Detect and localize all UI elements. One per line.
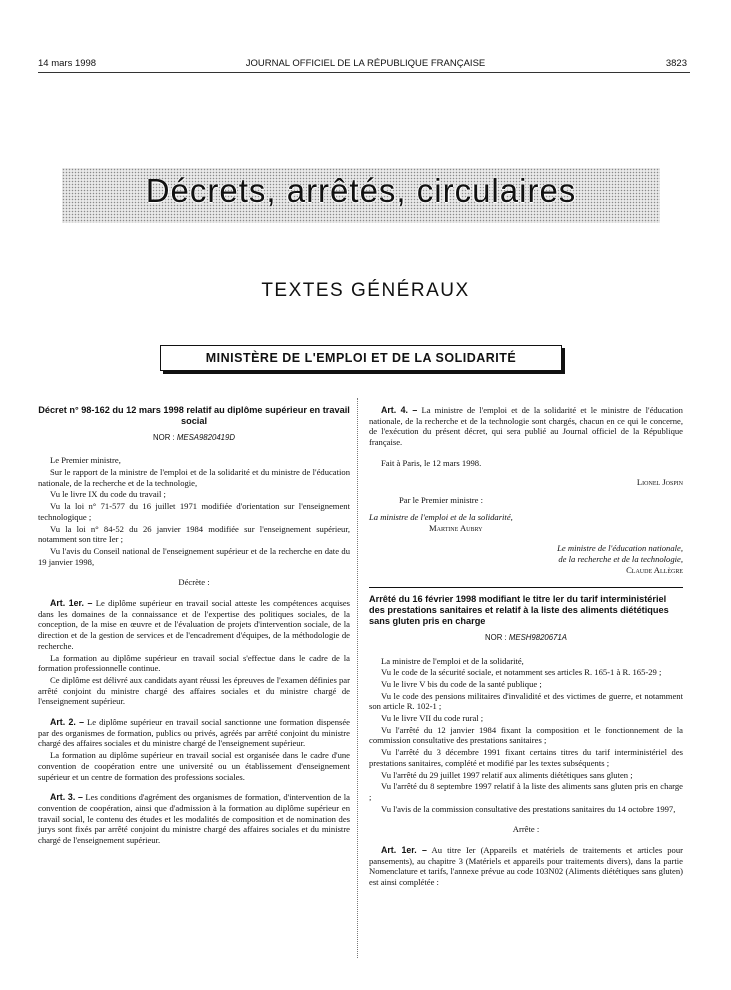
decret-article-1 (38, 598, 350, 652)
decret-nor-code: MESA9820419D (176, 432, 235, 442)
arrete-vu-3: Vu le code des pensions militaires d'invalidité et des victimes de guerre, et notamment son article R. 102-1 ; (369, 690, 683, 712)
arrete-vu-8: Vu l'arrêté du 8 septembre 1997 relatif à la liste des aliments sans gluten pris en charge ; (369, 781, 683, 802)
decret-visa-2: Vu le livre IX du code du travail ; (50, 489, 166, 500)
decret-minister-2-name: Claude Allègre (626, 564, 683, 575)
decret-art1-p3: Ce diplôme est délivré aux candidats ayant réussi les épreuves de l'examen définies par arrêté conjoint du ministre chargé des affaires sociales et du ministre chargé de l'enseignement supérieur. (38, 674, 350, 707)
decret-art1-text: Le diplôme supérieur en travail social atteste les compétences acquises dans les domaines de la connaissance et de l'expertise des politiques sociales, de la conception, de la mise en œuvre et de l'évaluation de projets d'intervention sociale, de la direction et de la gestion de services et de l'encadrement d'équipes, de la méthodologie de recherche. (38, 598, 350, 651)
section-divider (369, 587, 683, 588)
arrete-vu-4: Vu le livre VII du code rural ; (381, 713, 484, 724)
decret-art3-label: Art. 3. – (50, 792, 83, 803)
arrete-nor (369, 633, 683, 644)
section-title: TEXTES GÉNÉRAUX (261, 280, 470, 301)
decret-art2-label: Art. 2. – (50, 717, 85, 728)
decret-intro: Le Premier ministre, (50, 455, 121, 466)
arrete-title: Arrêté du 16 février 1998 modifiant le titre Ier du tarif interministériel des prestations sanitaires et relatif à la liste des aliments diététiques sans gluten pris en charge (369, 594, 669, 627)
arrete-art1-label: Art. 1er. – (381, 845, 427, 856)
column-separator (357, 398, 358, 958)
decret-fait: Fait à Paris, le 12 mars 1998. (381, 457, 482, 468)
decret-title: Décret n° 98-162 du 12 mars 1998 relatif au diplôme supérieur en travail social (38, 405, 350, 426)
decret-par-le: Par le Premier ministre : (399, 495, 484, 506)
ministry-name: MINISTÈRE DE L'EMPLOI ET DE LA SOLIDARITÉ (205, 351, 517, 365)
arrete-nor-code: MESH9820671A (508, 632, 567, 642)
decret-signer-1: Lionel Jospin (636, 476, 683, 487)
arrete-vu-1: Vu le code de la sécurité sociale, et notamment ses articles R. 165-1 à R. 165-29 ; (381, 667, 662, 678)
header-journal-title: JOURNAL OFFICIEL DE LA RÉPUBLIQUE FRANÇAISE (245, 58, 486, 69)
decret-article-2 (38, 717, 350, 749)
arrete-intro: La ministre de l'emploi et de la solidarité, (381, 655, 524, 666)
decret-nor-label: NOR : (153, 432, 175, 442)
decret-visa-1: Sur le rapport de la ministre de l'emploi et de la solidarité et du ministre de l'éducation nationale, de la recherche et de la technologie, (38, 467, 350, 488)
decret-art2-text: Le diplôme supérieur en travail social sanctionne une formation dispensée par des organismes de formation, publics ou privés, agréés par arrêté conjoint du ministre chargé des affaires sociales et du ministre chargé de l'enseignement supérieur. (38, 717, 350, 749)
decret-decrete: Décrète : (178, 577, 210, 588)
decret-article-4 (369, 405, 683, 448)
arrete-vu-6: Vu l'arrêté du 3 décembre 1991 fixant certains titres du tarif interministériel des prestations sanitaires, complété et modifié par les textes subséquents ; (369, 747, 683, 768)
decret-art1-p2: La formation au diplôme supérieur en travail social s'effectue dans le cadre de la formation professionnelle continue. (38, 652, 350, 674)
arrete-nor-label: NOR : (485, 632, 507, 642)
decret-visa-4: Vu la loi n° 84-52 du 26 janvier 1984 modifiée sur l'enseignement supérieur, notamment son titre Ier ; (38, 523, 350, 545)
decret-minister-2-title-b: de la recherche et de la technologie, (558, 554, 683, 565)
decret-art1-label: Art. 1er. – (50, 598, 93, 609)
arrete-art1-text: Au titre Ier (Appareils et matériels de traitements et articles pour pansements), au chapitre 3 (Matériels et appareils pour traitements divers), dans la partie Nomenclature et tarifs, l'annexe prévue au code 103N02 (Aliments diététiques sans gluten) est ainsi complétée : (369, 845, 683, 888)
decret-visa-3: Vu la loi n° 71-577 du 16 juillet 1971 modifiée d'orientation sur l'enseignement technologique ; (38, 501, 350, 522)
decret-art4-text: La ministre de l'emploi et de la solidarité et le ministre de l'éducation nationale, de la recherche et de la technologie sont chargés, chacun en ce qui le concerne, de l'exécution du présent décret, qui sera publié au Journal officiel de la République française. (369, 405, 683, 448)
arrete-vu-7: Vu l'arrêté du 29 juillet 1997 relatif aux aliments diététiques sans gluten ; (381, 769, 633, 780)
decret-art4-label: Art. 4. – (381, 405, 418, 415)
decret-minister-1-name: Martine Aubry (429, 522, 483, 533)
decret-article-3 (38, 792, 350, 846)
header-date: 14 mars 1998 (38, 58, 97, 69)
decret-art2-p2: La formation au diplôme supérieur en travail social est organisée dans le cadre d'une convention de coopération entre une université ou un établissement d'enseignement supérieur et un centre de formation des professions sociales. (38, 750, 350, 782)
header-page-number: 3823 (665, 58, 687, 69)
decret-visa-5: Vu l'avis du Conseil national de l'enseignement supérieur et de la recherche en date du 19 janvier 1998, (38, 545, 350, 567)
decret-minister-1-title: La ministre de l'emploi et de la solidarité, (369, 511, 513, 522)
decret-minister-2-title-a: Le ministre de l'éducation nationale, (557, 543, 683, 554)
arrete-vu-5: Vu l'arrêté du 12 janvier 1984 fixant la composition et le fonctionnement de la commission consultative des prestations sanitaires ; (369, 724, 683, 746)
header-rule (38, 72, 690, 73)
arrete-arrete: Arrête : (512, 824, 540, 835)
left-column (38, 405, 350, 847)
banner-title: Décrets, arrêtés, circulaires (145, 172, 577, 209)
arrete-vu-9: Vu l'avis de la commission consultative des prestations sanitaires du 14 octobre 1997, (381, 803, 676, 814)
ministry-box (160, 345, 562, 371)
decret-art3-text: Les conditions d'agrément des organismes de formation, d'intervention de la convention de coopération, ainsi que d'admission à la formation au diplôme supérieur en travail social, le contenu des études et les modalités de composition et de nomination des jurys sont fixés par arrêté conjoint du ministre chargé des affaires sociales et du ministre chargé de l'enseignement supérieur. (38, 792, 350, 846)
right-column (369, 405, 683, 889)
arrete-vu-2: Vu le livre V bis du code de la santé publique ; (381, 678, 542, 689)
decret-nor (38, 433, 350, 444)
arrete-article-1 (369, 845, 683, 888)
